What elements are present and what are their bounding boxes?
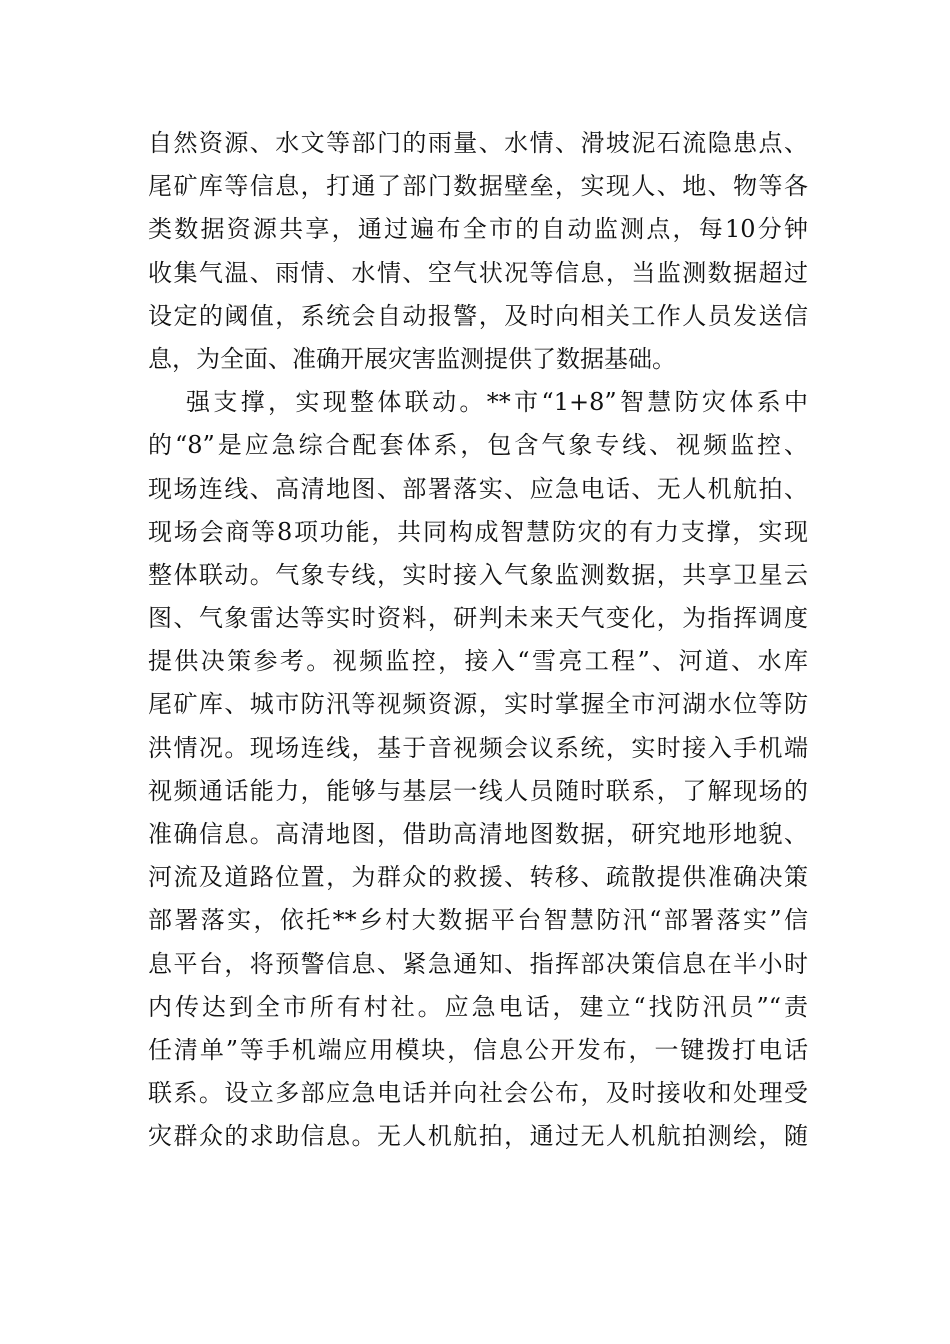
text-line: 强支撑，实现整体联动。**市“1+8”智慧防灾体系中: [186, 388, 808, 417]
body-text: [148, 122, 808, 1159]
text-line: 设定的阈值，系统会自动报警，及时向相关工作人员发送信: [148, 301, 808, 330]
text-line: 洪情况。现场连线，基于音视频会议系统，实时接入手机端: [148, 733, 808, 762]
text-line: 部署落实，依托**乡村大数据平台智慧防汛“部署落实”信: [148, 906, 808, 935]
text-line: 息，为全面、准确开展灾害监测提供了数据基础。: [148, 344, 676, 373]
text-line: 尾矿库等信息，打通了部门数据壁垒，实现人、地、物等各: [148, 172, 808, 201]
paragraph-support-linkage: [148, 381, 808, 1158]
text-line: 准确信息。高清地图，借助高清地图数据，研究地形地貌、: [148, 820, 808, 848]
text-line: 现场会商等8项功能，共同构成智慧防灾的有力支撑，实现: [148, 517, 808, 546]
text-line: 图、气象雷达等实时资料，研判未来天气变化，为指挥调度: [148, 604, 808, 633]
text-line: 现场连线、高清地图、部署落实、应急电话、无人机航拍、: [148, 474, 808, 503]
text-line: 尾矿库、城市防汛等视频资源，实时掌握全市河湖水位等防: [148, 690, 808, 719]
text-line: 内传达到全市所有村社。应急电话，建立“找防汛员”“责: [148, 992, 808, 1021]
text-line: 的“8”是应急综合配套体系，包含气象专线、视频监控、: [148, 431, 808, 460]
paragraph-disaster-monitoring: [148, 122, 808, 381]
text-line: 收集气温、雨情、水情、空气状况等信息，当监测数据超过: [148, 258, 808, 287]
text-line: 息平台，将预警信息、紧急通知、指挥部决策信息在半小时: [148, 949, 808, 978]
text-line: 联系。设立多部应急电话并向社会公布，及时接收和处理受: [148, 1079, 808, 1108]
text-line: 河流及道路位置，为群众的救援、转移、疏散提供准确决策: [148, 863, 808, 892]
text-line: 提供决策参考。视频监控，接入“雪亮工程”、河道、水库: [148, 647, 808, 676]
text-line: 视频通话能力，能够与基层一线人员随时联系，了解现场的: [148, 776, 808, 805]
text-line: 任清单”等手机端应用模块，信息公开发布，一键拨打电话: [148, 1035, 808, 1064]
text-line: 整体联动。气象专线，实时接入气象监测数据，共享卫星云: [148, 560, 808, 589]
text-line: 类数据资源共享，通过遍布全市的自动监测点，每10分钟: [148, 215, 808, 244]
text-line: 灾群众的求助信息。无人机航拍，通过无人机航拍测绘，随: [148, 1122, 808, 1151]
text-line: 自然资源、水文等部门的雨量、水情、滑坡泥石流隐患点、: [148, 129, 808, 157]
